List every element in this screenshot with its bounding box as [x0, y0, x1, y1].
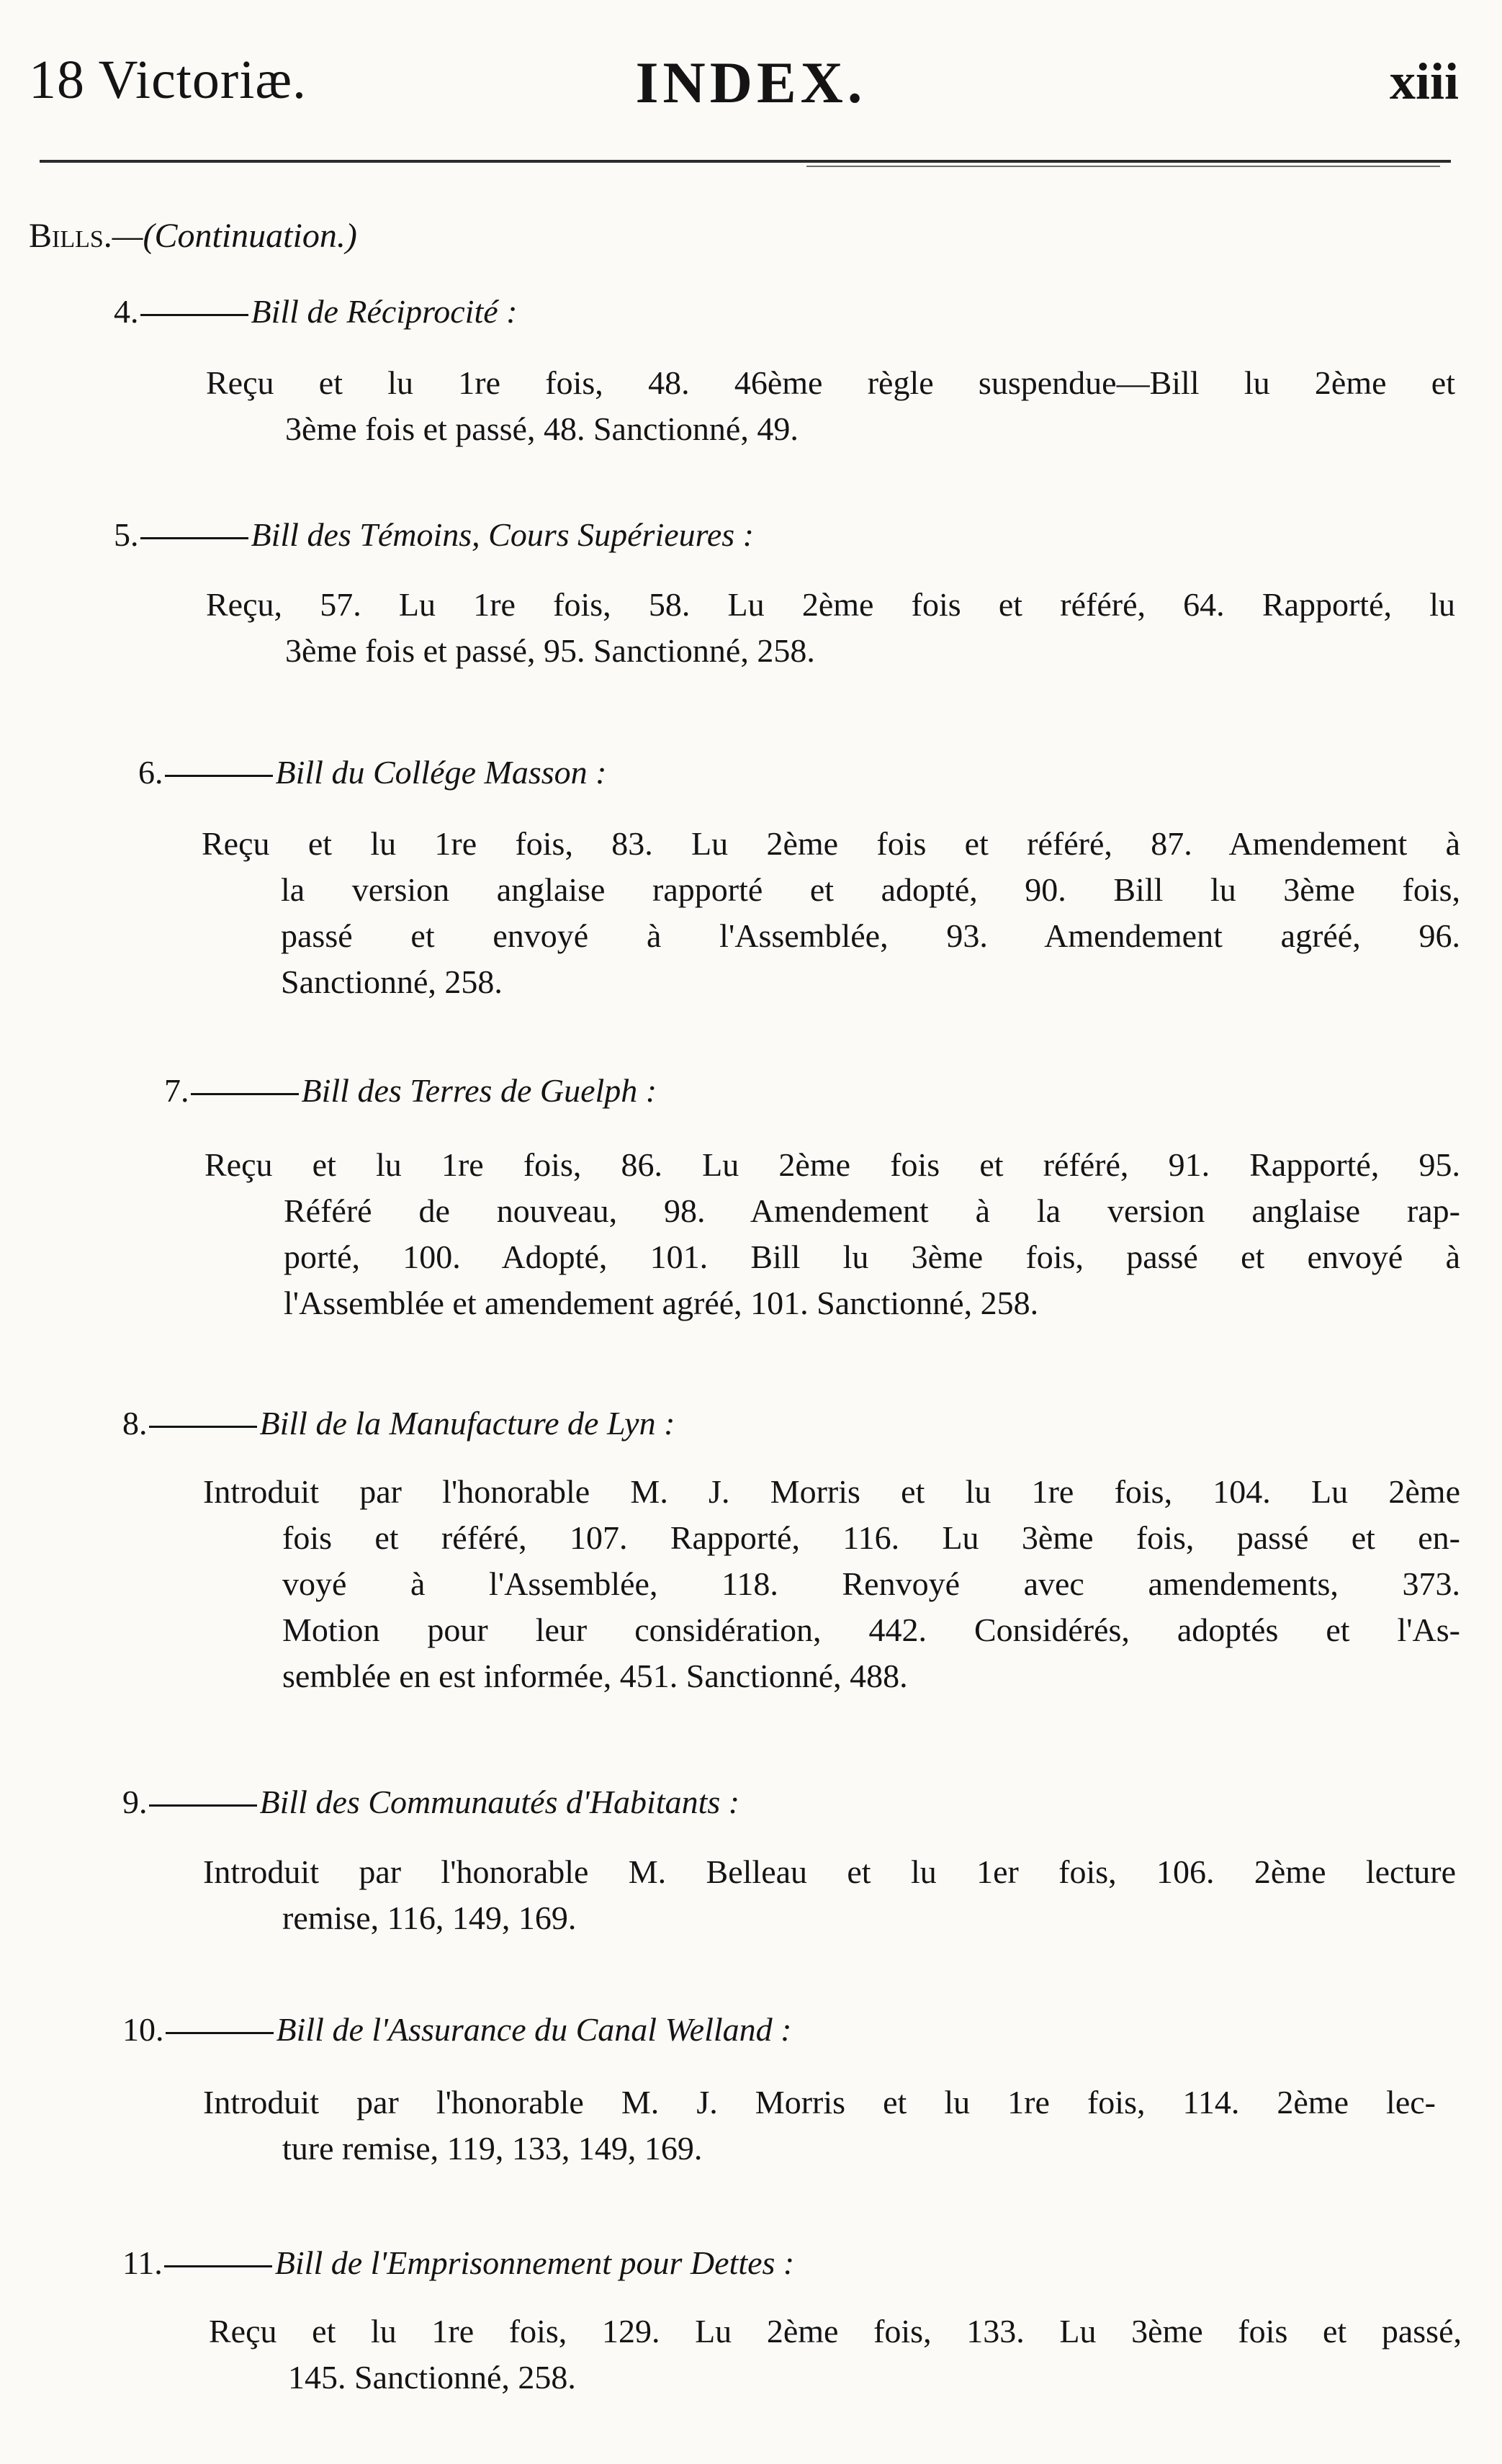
entry-dash: [166, 2032, 274, 2034]
entry-heading: [114, 292, 517, 331]
entry-title: Bill de l'Assurance du Canal Welland :: [276, 2011, 792, 2048]
entry-dash: [165, 775, 273, 777]
entry-heading: [138, 753, 606, 791]
entry-line: Motion pour leur considération, 442. Considérés, adoptés et l'As-: [282, 1611, 1460, 1648]
entry-title: Bill de Réciprocité :: [251, 293, 518, 330]
entry-number: 6.: [138, 754, 163, 791]
entry-line: voyé à l'Assemblée, 118. Renvoyé avec amendements, 373.: [282, 1565, 1460, 1602]
entry-line: fois et référé, 107. Rapporté, 116. Lu 3ème fois, passé et en-: [282, 1519, 1460, 1556]
entry-body: [204, 1142, 1460, 1326]
entry-line: 3ème fois et passé, 95. Sanctionné, 258.: [285, 632, 815, 669]
entry-line: Introduit par l'honorable M. J. Morris et lu 1re fois, 104. Lu 2ème: [203, 1473, 1460, 1510]
entry-title: Bill des Terres de Guelph :: [301, 1072, 657, 1109]
entry-heading: [122, 2244, 794, 2282]
entry-body: [209, 2308, 1462, 2401]
entry-heading: [164, 1071, 657, 1110]
entry-line: semblée en est informée, 451. Sanctionné, 488.: [282, 1658, 908, 1694]
entry-heading: [122, 1783, 739, 1821]
entry-number: 8.: [122, 1405, 148, 1442]
entry-body: [202, 821, 1460, 1005]
entry-line: Reçu et lu 1re fois, 48. 46ème règle suspendue—Bill lu 2ème et: [206, 364, 1455, 401]
entry-line: Sanctionné, 258.: [281, 963, 503, 1000]
entry-line: Introduit par l'honorable M. Belleau et lu 1er fois, 106. 2ème lecture: [203, 1853, 1456, 1890]
header-session: 18 Victoriæ.: [29, 50, 307, 110]
entry-number: 11.: [122, 2244, 163, 2281]
page-header: [0, 29, 1502, 122]
entry-line: remise, 116, 149, 169.: [282, 1899, 577, 1936]
entry-body: [203, 1849, 1456, 1941]
entry-line: ture remise, 119, 133, 149, 169.: [282, 2130, 703, 2167]
entry-body: [206, 360, 1455, 452]
entry-line: Reçu, 57. Lu 1re fois, 58. Lu 2ème fois et référé, 64. Rapporté, lu: [206, 586, 1455, 623]
entry-title: Bill de la Manufacture de Lyn :: [259, 1405, 675, 1442]
section-heading: [29, 216, 357, 256]
entry-dash: [140, 314, 248, 316]
header-title: INDEX.: [635, 50, 867, 115]
entry-line: Reçu et lu 1re fois, 83. Lu 2ème fois et référé, 87. Amendement à: [202, 825, 1460, 862]
entry-line: Introduit par l'honorable M. J. Morris et lu 1re fois, 114. 2ème lec-: [203, 2084, 1436, 2121]
header-page-number: xiii: [1389, 53, 1459, 110]
entry-body: [206, 582, 1455, 674]
header-rule-secondary: [806, 166, 1440, 167]
section-label: Bills.: [29, 217, 112, 255]
entry-dash: [149, 1804, 257, 1807]
entry-line: Reçu et lu 1re fois, 129. Lu 2ème fois, 133. Lu 3ème fois et passé,: [209, 2313, 1462, 2350]
entry-title: Bill de l'Emprisonnement pour Dettes :: [274, 2244, 795, 2281]
entry-line: Référé de nouveau, 98. Amendement à la version anglaise rap-: [284, 1192, 1460, 1229]
entry-line: 3ème fois et passé, 48. Sanctionné, 49.: [285, 410, 799, 447]
entry-number: 4.: [114, 293, 139, 330]
entry-title: Bill des Témoins, Cours Supérieures :: [251, 516, 754, 553]
entry-line: passé et envoyé à l'Assemblée, 93. Amendement agréé, 96.: [281, 917, 1460, 954]
entry-dash: [191, 1093, 299, 1095]
entry-title: Bill du Collége Masson :: [275, 754, 607, 791]
entry-dash: [140, 537, 248, 539]
entry-number: 10.: [122, 2011, 164, 2048]
entry-number: 5.: [114, 516, 139, 553]
entry-heading: [114, 516, 754, 554]
entry-title: Bill des Communautés d'Habitants :: [259, 1784, 740, 1820]
section-continuation: —(Continuation.): [112, 217, 357, 255]
entry-body: [203, 1469, 1460, 1699]
entry-body: [203, 2079, 1436, 2172]
entry-line: Reçu et lu 1re fois, 86. Lu 2ème fois et référé, 91. Rapporté, 95.: [204, 1146, 1460, 1183]
entry-line: porté, 100. Adopté, 101. Bill lu 3ème fois, passé et envoyé à: [284, 1238, 1460, 1275]
entry-heading: [122, 1404, 675, 1442]
entry-number: 7.: [164, 1072, 189, 1109]
entry-dash: [164, 2265, 272, 2267]
entry-line: 145. Sanctionné, 258.: [288, 2359, 576, 2396]
entry-line: la version anglaise rapporté et adopté, 90. Bill lu 3ème fois,: [281, 871, 1460, 908]
entry-dash: [149, 1426, 257, 1428]
header-rule: [40, 160, 1451, 163]
entry-number: 9.: [122, 1784, 148, 1820]
entry-line: l'Assemblée et amendement agréé, 101. Sanctionné, 258.: [284, 1285, 1039, 1321]
entry-heading: [122, 2010, 791, 2049]
